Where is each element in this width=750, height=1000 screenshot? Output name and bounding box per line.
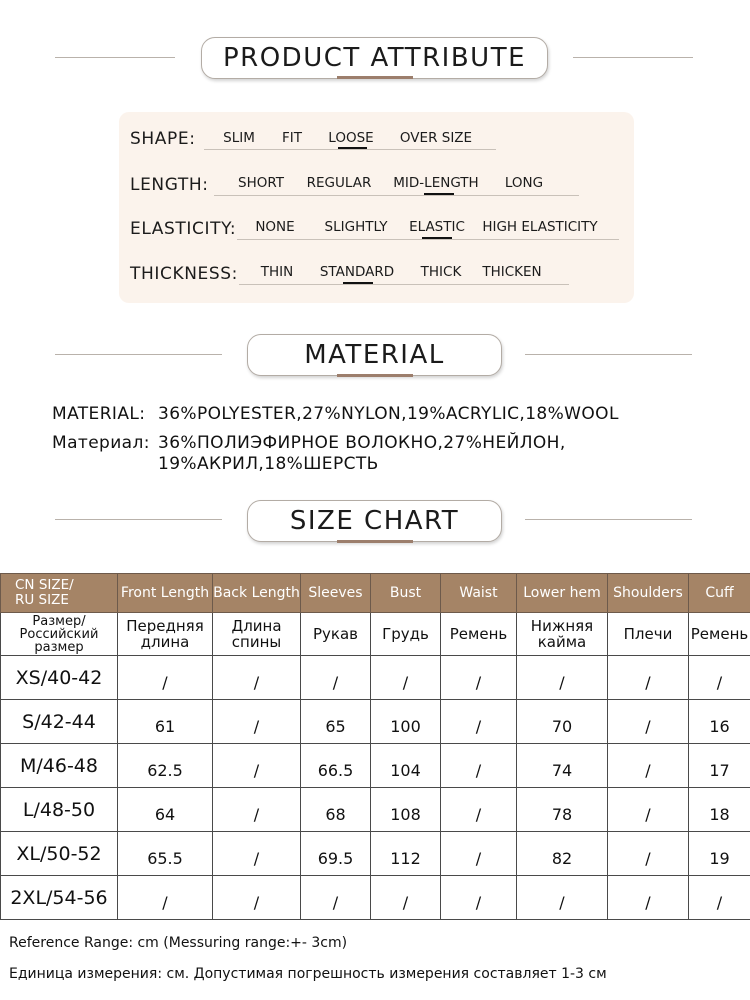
table-header-cell: Bust xyxy=(371,574,441,613)
table-header-cell xyxy=(1,613,118,656)
attribute-row-length xyxy=(119,168,634,208)
size-cell: S/42-44 xyxy=(1,700,118,744)
attribute-option-selected: ELASTIC xyxy=(409,219,465,235)
table-header-cell: Длина спины xyxy=(213,613,301,656)
ru-size-label: Размер/ xyxy=(32,613,86,629)
table-cell: 61 xyxy=(118,700,213,744)
table-cell: 62.5 xyxy=(118,744,213,788)
table-header-cell: Sleeves xyxy=(301,574,371,613)
attribute-row-shape xyxy=(119,122,634,162)
attribute-underline xyxy=(204,149,496,150)
table-cell: 18 xyxy=(689,788,750,832)
attribute-label: LENGTH: xyxy=(130,175,209,195)
measurement-note-ru: Единица измерения: см. Допустимая погрешность измерения составляет 1-3 см xyxy=(9,966,607,982)
table-cell: / xyxy=(608,832,689,876)
table-header-cell: Передняя длина xyxy=(118,613,213,656)
table-header-cell: Нижняя кайма xyxy=(517,613,608,656)
table-cell: / xyxy=(608,788,689,832)
table-cell: 66.5 xyxy=(301,744,371,788)
table-header-cell: Рукав xyxy=(301,613,371,656)
table-cell: / xyxy=(517,876,608,920)
attribute-option: THICKEN xyxy=(482,264,542,280)
header-accent-bar xyxy=(337,540,413,543)
attribute-option: NONE xyxy=(255,219,295,235)
table-header-cell: Грудь xyxy=(371,613,441,656)
attribute-option: HIGH ELASTICITY xyxy=(482,219,598,235)
table-header-cell: Плечи xyxy=(608,613,689,656)
table-cell: / xyxy=(608,656,689,700)
table-cell: / xyxy=(441,876,517,920)
table-header-cell xyxy=(1,574,118,613)
header-divider-right xyxy=(525,354,692,355)
table-cell: / xyxy=(689,876,750,920)
size-cell: 2XL/54-56 xyxy=(1,876,118,920)
ru-size-label: размер xyxy=(34,639,84,655)
table-cell: 19 xyxy=(689,832,750,876)
table-cell: 68 xyxy=(301,788,371,832)
table-cell: / xyxy=(608,876,689,920)
size-chart-title: SIZE CHART xyxy=(289,506,460,536)
table-header-row-en xyxy=(1,574,750,613)
attribute-underline xyxy=(239,284,569,285)
size-cell: L/48-50 xyxy=(1,788,118,832)
header-divider-left xyxy=(55,354,222,355)
table-cell: / xyxy=(441,656,517,700)
table-cell: / xyxy=(441,744,517,788)
attribute-option-selected: STANDARD xyxy=(319,264,395,280)
table-cell: / xyxy=(213,744,301,788)
material-ru-value-line2: 19%АКРИЛ,18%ШЕРСТЬ xyxy=(158,454,379,474)
table-cell: 112 xyxy=(371,832,441,876)
table-cell: / xyxy=(608,700,689,744)
attribute-option-selected: LOOSE xyxy=(328,130,374,146)
table-header-cell: Waist xyxy=(441,574,517,613)
table-cell: / xyxy=(213,656,301,700)
attribute-option: FIT xyxy=(282,130,302,146)
table-cell: / xyxy=(517,656,608,700)
table-header-cell: Ремень xyxy=(441,613,517,656)
table-row xyxy=(1,656,750,700)
attribute-row-thickness xyxy=(119,257,634,297)
table-cell: 69.5 xyxy=(301,832,371,876)
table-cell: 100 xyxy=(371,700,441,744)
reference-range-note: Reference Range: cm (Messuring range:+- 3cm) xyxy=(9,935,348,951)
table-cell: / xyxy=(689,656,750,700)
material-ru-value-line1: 36%ПОЛИЭФИРНОЕ ВОЛОКНО,27%НЕЙЛОН, xyxy=(158,433,566,453)
attribute-label: SHAPE: xyxy=(130,129,196,149)
attribute-panel xyxy=(119,112,634,303)
table-header-cell: Cuff xyxy=(689,574,750,613)
table-cell: 78 xyxy=(517,788,608,832)
table-cell: 65 xyxy=(301,700,371,744)
table-cell: 65.5 xyxy=(118,832,213,876)
table-cell: 16 xyxy=(689,700,750,744)
header-divider-left xyxy=(55,519,222,520)
table-cell: / xyxy=(118,656,213,700)
table-cell: 70 xyxy=(517,700,608,744)
attribute-option: LONG xyxy=(504,175,544,191)
table-row xyxy=(1,876,750,920)
header-cn-size: CN SIZE/ xyxy=(15,577,74,593)
header-divider-right xyxy=(525,519,692,520)
table-row xyxy=(1,788,750,832)
table-cell: 82 xyxy=(517,832,608,876)
attribute-option-selected: MID-LENGTH xyxy=(393,175,479,191)
size-cell: M/46-48 xyxy=(1,744,118,788)
attribute-underline xyxy=(237,239,619,240)
size-chart-table xyxy=(0,573,750,920)
attribute-row-elasticity xyxy=(119,213,634,253)
size-chart-header xyxy=(247,500,502,542)
ru-size-label: Российский xyxy=(19,626,99,642)
table-header-cell: Shoulders xyxy=(608,574,689,613)
table-header-row-ru xyxy=(1,613,750,656)
table-row xyxy=(1,832,750,876)
header-divider-right xyxy=(573,57,693,58)
table-body xyxy=(1,656,750,920)
table-cell: / xyxy=(118,876,213,920)
material-en-value: 36%POLYESTER,27%NYLON,19%ACRYLIC,18%WOOL xyxy=(158,404,619,424)
header-accent-bar xyxy=(337,374,413,377)
material-ru-label: Материал: xyxy=(52,433,150,453)
attribute-option: THICK xyxy=(420,264,462,280)
table-cell: / xyxy=(213,832,301,876)
table-cell: 64 xyxy=(118,788,213,832)
header-ru-size: RU SIZE xyxy=(15,592,69,608)
table-cell: / xyxy=(371,656,441,700)
table-cell: 17 xyxy=(689,744,750,788)
table-cell: 74 xyxy=(517,744,608,788)
table-cell: / xyxy=(441,700,517,744)
size-cell: XS/40-42 xyxy=(1,656,118,700)
header-divider-left xyxy=(55,57,175,58)
table-cell: / xyxy=(301,656,371,700)
attribute-option: REGULAR xyxy=(306,175,372,191)
attribute-underline xyxy=(214,195,579,196)
table-cell: / xyxy=(213,788,301,832)
attribute-option: SLIGHTLY xyxy=(324,219,388,235)
attribute-option: SHORT xyxy=(238,175,284,191)
table-cell: / xyxy=(213,700,301,744)
table-cell: / xyxy=(213,876,301,920)
table-row xyxy=(1,700,750,744)
table-cell: / xyxy=(608,744,689,788)
table-row xyxy=(1,744,750,788)
attribute-option: SLIM xyxy=(223,130,255,146)
material-header xyxy=(247,334,502,376)
table-cell: / xyxy=(441,832,517,876)
table-cell: 104 xyxy=(371,744,441,788)
material-title: MATERIAL xyxy=(304,340,445,370)
table-header-cell: Back Length xyxy=(213,574,301,613)
attribute-label: ELASTICITY: xyxy=(130,219,237,239)
product-attribute-header xyxy=(201,37,548,79)
table-header-cell: Lower hem xyxy=(517,574,608,613)
attribute-option: THIN xyxy=(260,264,294,280)
table-header-cell: Front Length xyxy=(118,574,213,613)
table-cell: / xyxy=(371,876,441,920)
table-cell: / xyxy=(441,788,517,832)
header-accent-bar xyxy=(337,76,413,79)
table-cell: / xyxy=(301,876,371,920)
size-cell: XL/50-52 xyxy=(1,832,118,876)
attribute-label: THICKNESS: xyxy=(130,264,238,284)
material-en-label: MATERIAL: xyxy=(52,404,146,424)
attribute-option: OVER SIZE xyxy=(399,130,473,146)
product-attribute-title: PRODUCT ATTRIBUTE xyxy=(222,43,527,73)
table-cell: 108 xyxy=(371,788,441,832)
table-header-cell: Ремень xyxy=(689,613,750,656)
